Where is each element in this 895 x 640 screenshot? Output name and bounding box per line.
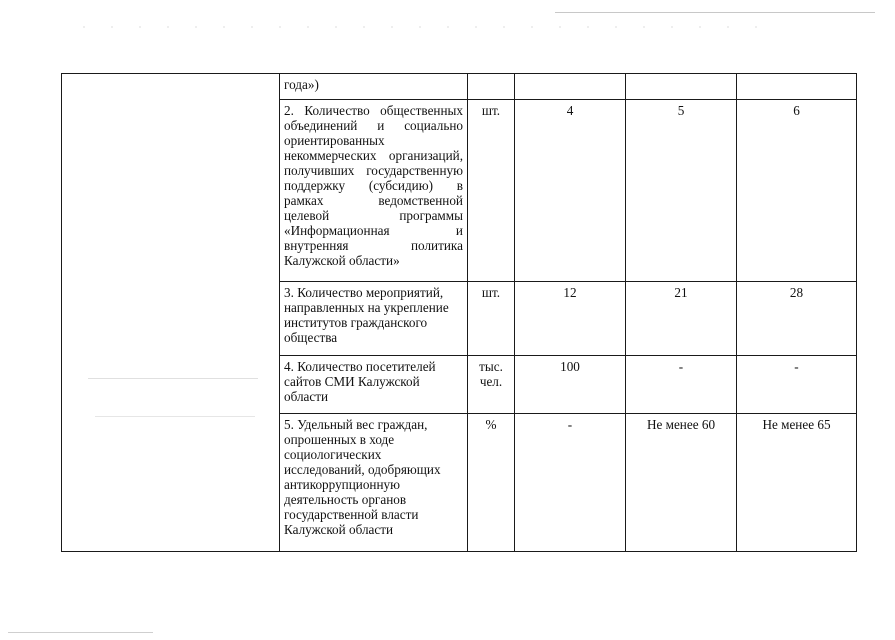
- indicator-name-line: 5. Удельный вес граждан,: [284, 417, 428, 432]
- value-year3-cell: Не менее 65: [737, 414, 857, 552]
- indicator-name-line: Калужской области»: [284, 253, 400, 268]
- value-year2-cell: [626, 74, 737, 100]
- value-year2-cell: Не менее 60: [626, 414, 737, 552]
- scan-artifact-dots: [70, 24, 770, 30]
- indicator-name-line: получивших государственную: [284, 163, 463, 178]
- indicator-name-line: «Информационная и: [284, 223, 463, 238]
- indicator-name-line: области: [284, 389, 329, 404]
- scan-artifact-line: [8, 632, 153, 633]
- indicator-name-line: 2. Количество общественных: [284, 103, 463, 118]
- value-year2-cell: 5: [626, 100, 737, 282]
- indicator-name-line: Калужской области: [284, 522, 394, 537]
- indicator-name: [284, 417, 463, 537]
- indicator-name-line: целевой программы: [284, 208, 463, 223]
- indicator-name-line: государственной власти: [284, 507, 419, 522]
- unit-cell: [468, 74, 515, 100]
- indicator-name: [284, 285, 463, 345]
- indicator-name-line: объединений и социально: [284, 118, 463, 133]
- indicator-name: [284, 103, 463, 268]
- value-year2-cell: 21: [626, 282, 737, 356]
- value-year1-cell: -: [515, 414, 626, 552]
- indicators-table-body: [62, 74, 857, 552]
- value-year1-cell: [515, 74, 626, 100]
- indicator-name-line: институтов гражданского: [284, 315, 428, 330]
- indicator-name-line: некоммерческих организаций,: [284, 148, 463, 163]
- indicator-name: [284, 359, 463, 404]
- indicator-name: [284, 77, 463, 92]
- indicator-name-line: деятельность органов: [284, 492, 407, 507]
- value-year3-cell: [737, 74, 857, 100]
- indicator-name-line: ориентированных: [284, 133, 385, 148]
- indicator-name-line: исследований, одобряющих: [284, 462, 441, 477]
- value-year3-cell: -: [737, 356, 857, 414]
- scan-artifact-line: [555, 12, 875, 13]
- value-year3-cell: 28: [737, 282, 857, 356]
- indicator-name-line: внутренняя политика: [284, 238, 463, 253]
- indicator-name-line: рамках ведомственной: [284, 193, 463, 208]
- indicator-name-line: направленных на укрепление: [284, 300, 449, 315]
- value-year1-cell: 4: [515, 100, 626, 282]
- indicator-name-cell: [280, 100, 468, 282]
- indicators-table: [61, 73, 857, 552]
- indicator-name-line: социологических: [284, 447, 382, 462]
- unit-cell: шт.: [468, 100, 515, 282]
- indicator-name-cell: [280, 282, 468, 356]
- indicator-name-line: поддержку (субсидию) в: [284, 178, 463, 193]
- indicator-name-cell: [280, 356, 468, 414]
- program-cell: [62, 74, 280, 552]
- value-year1-cell: 100: [515, 356, 626, 414]
- unit-cell: тыс. чел.: [468, 356, 515, 414]
- indicator-name-line: общества: [284, 330, 338, 345]
- indicator-name-cell: [280, 414, 468, 552]
- value-year2-cell: -: [626, 356, 737, 414]
- unit-cell: шт.: [468, 282, 515, 356]
- indicator-name-line: сайтов СМИ Калужской: [284, 374, 420, 389]
- indicator-name-line: года»): [284, 77, 319, 92]
- indicator-name-line: антикоррупционную: [284, 477, 400, 492]
- value-year3-cell: 6: [737, 100, 857, 282]
- value-year1-cell: 12: [515, 282, 626, 356]
- indicator-name-line: опрошенных в ходе: [284, 432, 395, 447]
- indicator-name-cell: [280, 74, 468, 100]
- unit-cell: %: [468, 414, 515, 552]
- indicator-name-line: 3. Количество мероприятий,: [284, 285, 444, 300]
- table-row: [62, 74, 857, 100]
- indicator-name-line: 4. Количество посетителей: [284, 359, 436, 374]
